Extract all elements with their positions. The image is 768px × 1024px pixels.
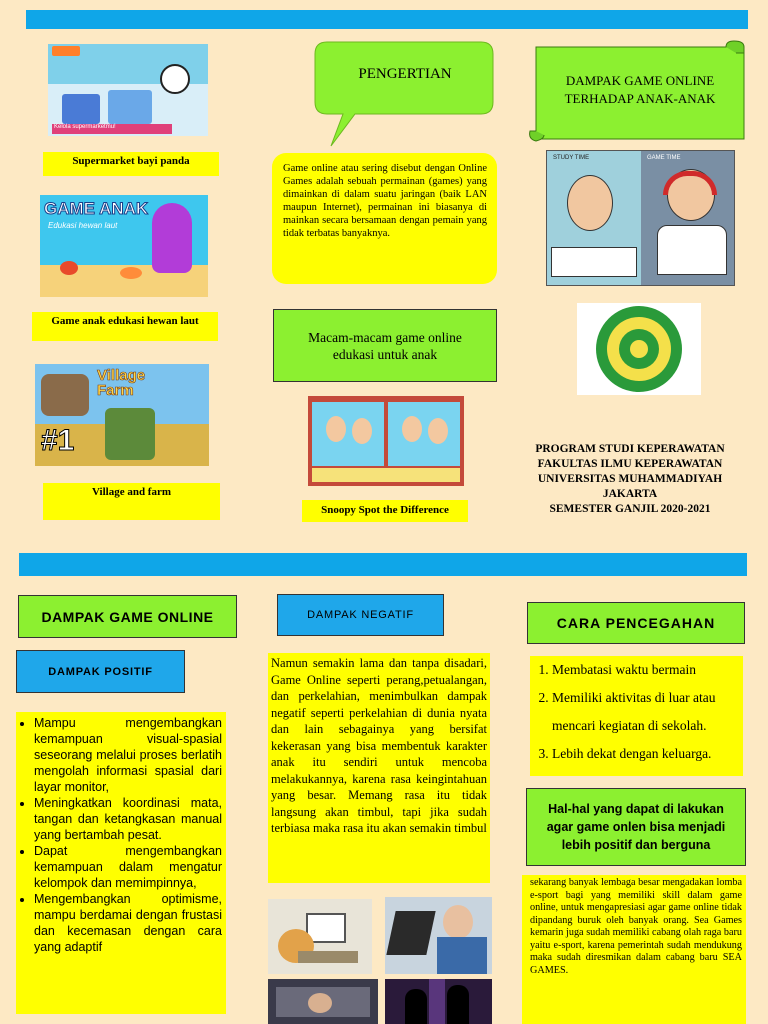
university-logo bbox=[577, 303, 701, 395]
study-vs-game-image bbox=[546, 150, 735, 286]
pengertian-box bbox=[272, 153, 497, 284]
photo-boy-laptop bbox=[385, 897, 492, 974]
caption-village-farm: Village and farm bbox=[43, 483, 220, 520]
program-line-3: UNIVERSITAS MUHAMMADIYAH bbox=[537, 473, 723, 485]
pencegahan-item: 2. Memiliki aktivitas di luar atau mencari kegiatan di sekolah. bbox=[552, 684, 739, 740]
caption-supermarket: Supermarket bayi panda bbox=[43, 152, 219, 176]
macam-title: Macam-macam game online edukasi untuk anak bbox=[308, 329, 462, 362]
bottom-divider-bar bbox=[19, 553, 747, 576]
photo-silhouette-fight bbox=[385, 979, 492, 1024]
program-line-2: FAKULTAS ILMU KEPERAWATAN bbox=[537, 458, 723, 470]
snoopy-image bbox=[308, 396, 464, 486]
dampak-banner-title: DAMPAK GAME ONLINE TERHADAP ANAK-ANAK bbox=[564, 73, 716, 106]
university-logo-box bbox=[577, 303, 701, 395]
program-info bbox=[508, 442, 752, 517]
hal-hal-title: Hal-hal yang dapat di lakukan agar game onlen bisa menjadi lebih positif dan berguna bbox=[546, 802, 726, 852]
positif-item: • Dapat mengembangkan kemampuan dalam mengatur kelompok dan memimpinnya, bbox=[34, 843, 222, 891]
hal-hal-text: sekarang banyak lembaga besar mengadakan lomba e-sport bagi yang memiliki skill dalam game online, untuk mengapresiasi agar game online tidak dipandang buruk oleh banyak orang. Sea Games kemarin juga sudah memiliki cabang olah raga baru yaitu e-sport, karena pemerintah sudah mendukung maka sudah diresmikan dalam cabang baru SEA GAMES. bbox=[530, 877, 742, 976]
dampak-positif-label: DAMPAK POSITIF bbox=[16, 650, 185, 693]
negatif-text: Namun semakin lama dan tanpa disadari, Game Online seperti perang,petualangan, dan perkelahian, menimbulkan dampak negatif seperti perkelahian di dunia nyata dan lain sebagainya yang bersifat kekerasan yang bisa membentuk karakter anak itu sendiri untuk mencoba melakukannya, karena rasa keingintahuan yang besar. Memang rasa itu tidak langsung akan timbul, tapi jika sudah terbiasa maka rasa itu akan semakin timbul bbox=[271, 656, 487, 835]
dampak-negatif-label: DAMPAK NEGATIF bbox=[277, 594, 444, 636]
pencegahan-item: 3. Lebih dekat dengan keluarga. bbox=[552, 740, 739, 768]
supermarket-panda-image bbox=[48, 44, 208, 136]
caption-snoopy: Snoopy Spot the Difference bbox=[302, 500, 468, 522]
dampak-negatif-box bbox=[268, 653, 490, 883]
village-farm-image bbox=[35, 364, 209, 466]
pengertian-body: Game online atau sering disebut dengan Online Games adalah sebuah permainan (games) yang dimainkan di dalam suatu jaringan (baik LAN maupun Internet), permainan ini biasanya di mainkan secara bersamaan dengan pemain yang tidak terbatas banyaknya. bbox=[283, 163, 487, 239]
village-farm-rank: #1 bbox=[41, 424, 75, 457]
dampak-game-online-header: DAMPAK GAME ONLINE bbox=[18, 595, 237, 638]
positif-item: • Meningkatkan koordinasi mata, tangan dan ketangkasan manual yang bertambah pesat. bbox=[34, 795, 222, 843]
game-anak-image-title: GAME ANAK bbox=[44, 199, 149, 218]
pencegahan-list bbox=[532, 656, 739, 768]
game-anak-image-subtitle: Edukasi hewan laut bbox=[48, 221, 118, 230]
positif-list bbox=[20, 715, 222, 955]
program-line-5: SEMESTER GANJIL 2020-2021 bbox=[549, 503, 711, 515]
top-divider-bar bbox=[26, 10, 748, 29]
photo-kid-computer-cartoon bbox=[268, 899, 372, 974]
pengertian-title: PENGERTIAN bbox=[358, 66, 452, 82]
pengertian-speech-bubble bbox=[313, 40, 497, 152]
village-farm-image-title: Village Farm bbox=[97, 367, 146, 399]
caption-game-anak: Game anak edukasi hewan laut bbox=[32, 312, 218, 341]
photo-kid-sleeping bbox=[268, 979, 378, 1024]
game-time-label: GAME TIME bbox=[647, 155, 681, 161]
positif-item: • Mengembangkan optimisme, mampu berdamai dengan frustasi dan kecemasan dengan cara yang adaptif bbox=[34, 891, 222, 955]
squid-figure bbox=[152, 203, 192, 273]
positif-item: • Mampu mengembangkan kemampuan visual-spasial seseorang melalui proses berlatih mengolah informasi spasial dari layar monitor, bbox=[34, 715, 222, 795]
hal-hal-box bbox=[526, 788, 746, 866]
cara-pencegahan-header: CARA PENCEGAHAN bbox=[527, 602, 745, 644]
game-anak-image bbox=[40, 195, 208, 297]
dampak-positif-box bbox=[16, 712, 226, 1014]
program-line-4: JAKARTA bbox=[602, 488, 658, 500]
macam-box bbox=[273, 309, 497, 382]
supermarket-image-text: Kelola supermarketmu! bbox=[52, 124, 172, 134]
pencegahan-item: 1. Membatasi waktu bermain bbox=[552, 656, 739, 684]
pencegahan-box bbox=[530, 656, 743, 776]
program-line-1: PROGRAM STUDI KEPERAWATAN bbox=[535, 443, 725, 455]
hal-hal-text-box bbox=[522, 875, 746, 1024]
study-time-label: STUDY TIME bbox=[553, 155, 590, 161]
